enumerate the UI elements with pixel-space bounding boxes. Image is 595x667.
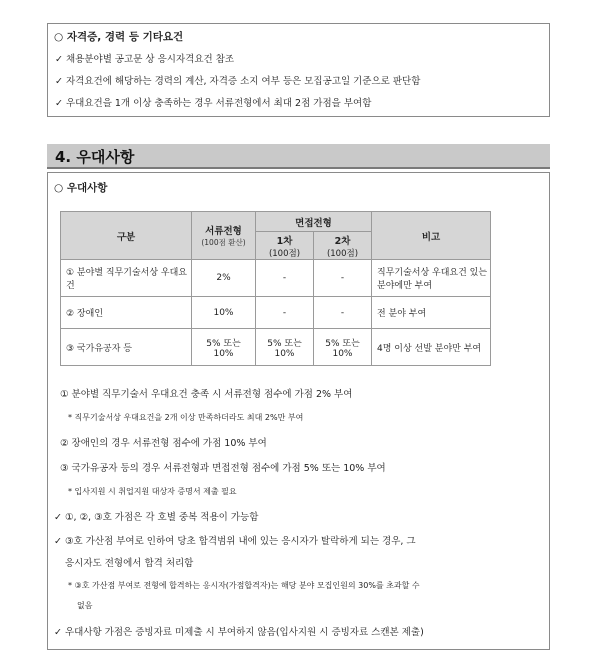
section-title-bar	[47, 144, 550, 169]
note-item: ① 분야별 직무기술서 우대요건 충족 시 서류전형 점수에 가점 2% 부여	[60, 389, 353, 400]
note-item: ✓ ③호 가산점 부여로 인하여 당초 합격범위 내에 있는 응시자가 탈락하게 되는 경우, 그	[54, 536, 416, 547]
cell-cha2: -	[314, 260, 372, 297]
qualification-box	[47, 23, 550, 117]
note-item: ② 장애인의 경우 서류전형 점수에 가점 10% 부여	[60, 438, 267, 449]
note-item: ✓ 우대사항 가점은 증빙자료 미제출 시 부여하지 않음(입사지원 시 증빙자료 스캔본 제출)	[54, 627, 424, 638]
section-title: 4. 우대사항	[55, 148, 135, 166]
cell-bigo: 전 분야 부여	[372, 297, 491, 329]
cell-cha2: 5% 또는 10%	[314, 329, 372, 366]
note-subitem: * 입사지원 시 취업지원 대상자 증명서 제출 필요	[68, 487, 237, 496]
col-cha2-sub: (100점)	[326, 248, 359, 259]
col-seoryu-sub: (100점 환산)	[201, 238, 246, 247]
qualification-item: ✓ 우대요건을 1개 이상 충족하는 경우 서류전형에서 최대 2점 가점을 부여함	[55, 98, 372, 109]
cell-cha2: -	[314, 297, 372, 329]
table-row	[61, 329, 491, 366]
note-item: ✓ ①, ②, ③호 가점은 각 호별 중복 적용이 가능함	[54, 512, 259, 523]
note-subitem: * 직무기술서상 우대요건을 2개 이상 만족하더라도 최대 2%만 부여	[68, 413, 304, 422]
col-seoryu	[192, 212, 256, 260]
col-cha2	[314, 232, 372, 260]
preference-table	[60, 211, 491, 366]
preference-box	[47, 172, 550, 650]
cell-seoryu: 2%	[192, 260, 256, 297]
cell-gubun: ① 분야별 직무기술서상 우대요건	[61, 260, 192, 297]
col-bigo: 비고	[372, 212, 491, 260]
note-subitem: * ③호 가산점 부여로 전형에 합격하는 응시자(가점합격자)는 해당 분야 모집인원의 30%를 초과할 수	[68, 581, 420, 590]
cell-seoryu: 10%	[192, 297, 256, 329]
table-row	[61, 297, 491, 329]
table-row	[61, 260, 491, 297]
col-cha2-label: 2차	[334, 235, 351, 247]
cell-gubun: ② 장애인	[61, 297, 192, 329]
note-item-continued: 응시자도 전형에서 합격 처리함	[65, 558, 194, 569]
col-gubun: 구분	[61, 212, 192, 260]
cell-seoryu: 5% 또는 10%	[192, 329, 256, 366]
col-cha1	[256, 232, 314, 260]
qualification-item: ✓ 자격요건에 해당하는 경력의 계산, 자격증 소지 여부 등은 모집공고일 기준으로 판단함	[55, 76, 421, 87]
note-subitem-continued: 없음	[77, 601, 93, 610]
cell-bigo: 4명 이상 선발 분야만 부여	[372, 329, 491, 366]
cell-cha1: 5% 또는 10%	[256, 329, 314, 366]
cell-gubun: ③ 국가유공자 등	[61, 329, 192, 366]
cell-cha1: -	[256, 260, 314, 297]
cell-cha1: -	[256, 297, 314, 329]
col-cha1-sub: (100점)	[268, 248, 301, 259]
col-seoryu-label: 서류전형	[205, 226, 242, 237]
cell-bigo: 직무기술서상 우대요건 있는 분야에만 부여	[372, 260, 491, 297]
col-cha1-label: 1차	[276, 235, 293, 247]
col-myeonjeop: 면접전형	[256, 212, 372, 232]
qualification-heading: ○ 자격증, 경력 등 기타요건	[54, 31, 184, 43]
qualification-item: ✓ 채용분야별 공고문 상 응시자격요건 참조	[55, 54, 235, 65]
preference-heading: ○ 우대사항	[54, 182, 108, 194]
note-item: ③ 국가유공자 등의 경우 서류전형과 면접전형 점수에 가점 5% 또는 10% 부여	[60, 463, 386, 474]
